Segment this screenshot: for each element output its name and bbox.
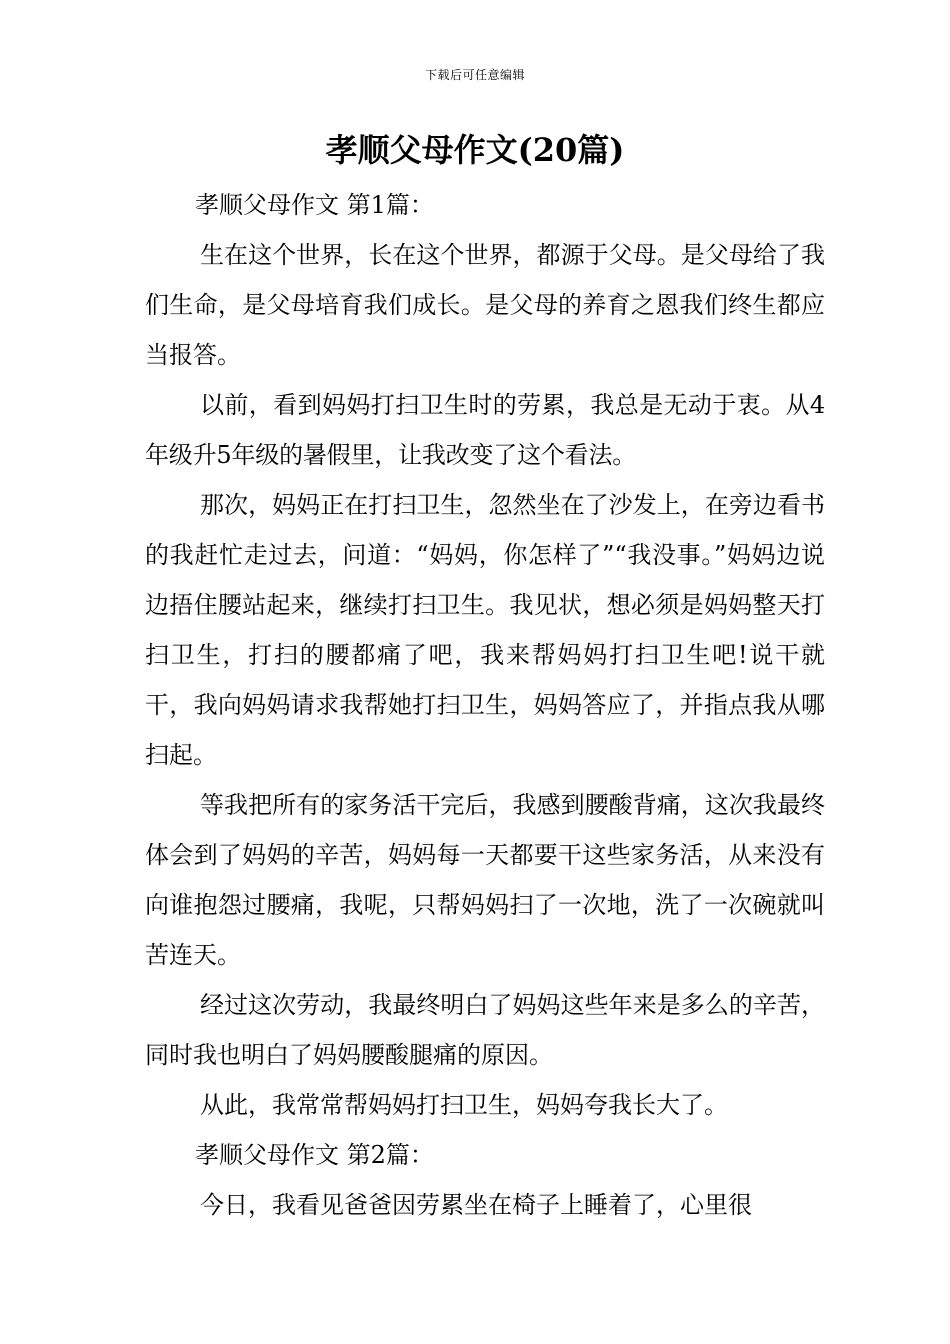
paragraph: 以前，看到妈妈打扫卫生时的劳累，我总是无动于衷。从4年级升5年级的暑假里，让我改变了这个看法。: [145, 391, 825, 469]
header-note: 下载后可任意编辑: [424, 68, 525, 82]
section-heading: 孝顺父母作文 第1篇：: [195, 191, 434, 219]
paragraph: 经过这次劳动，我最终明白了妈妈这些年来是多么的辛苦，同时我也明白了妈妈腰酸腿痛的原因。: [145, 991, 825, 1069]
document-body: [145, 180, 825, 1230]
paragraph: 等我把所有的家务活干完后，我感到腰酸背痛，这次我最终体会到了妈妈的辛苦，妈妈每一天都要干这些家务活，从来没有向谁抱怨过腰痛，我呢，只帮妈妈扫了一次地，洗了一次碗就叫苦连天。: [145, 791, 825, 969]
document-title: 孝顺父母作文(20篇): [325, 131, 625, 169]
paragraph: 生在这个世界，长在这个世界，都源于父母。是父母给了我们生命，是父母培育我们成长。是父母的养育之恩我们终生都应当报答。: [145, 241, 825, 369]
paragraph: 那次，妈妈正在打扫卫生，忽然坐在了沙发上，在旁边看书的我赶忙走过去，问道：“妈妈，你怎样了”“我没事。”妈妈边说边捂住腰站起来，继续打扫卫生。我见状，想必须是妈妈整天打扫卫生，打扫的腰都痛了吧，我来帮妈妈打扫卫生吧!说干就干，我向妈妈请求我帮她打扫卫生，妈妈答应了，并指点我从哪扫起。: [145, 491, 825, 769]
paragraph: 今日，我看见爸爸因劳累坐在椅子上睡着了，心里很: [200, 1191, 752, 1219]
section-heading: 孝顺父母作文 第2篇：: [195, 1141, 434, 1169]
paragraph: 从此，我常常帮妈妈打扫卫生，妈妈夸我长大了。: [200, 1091, 728, 1119]
